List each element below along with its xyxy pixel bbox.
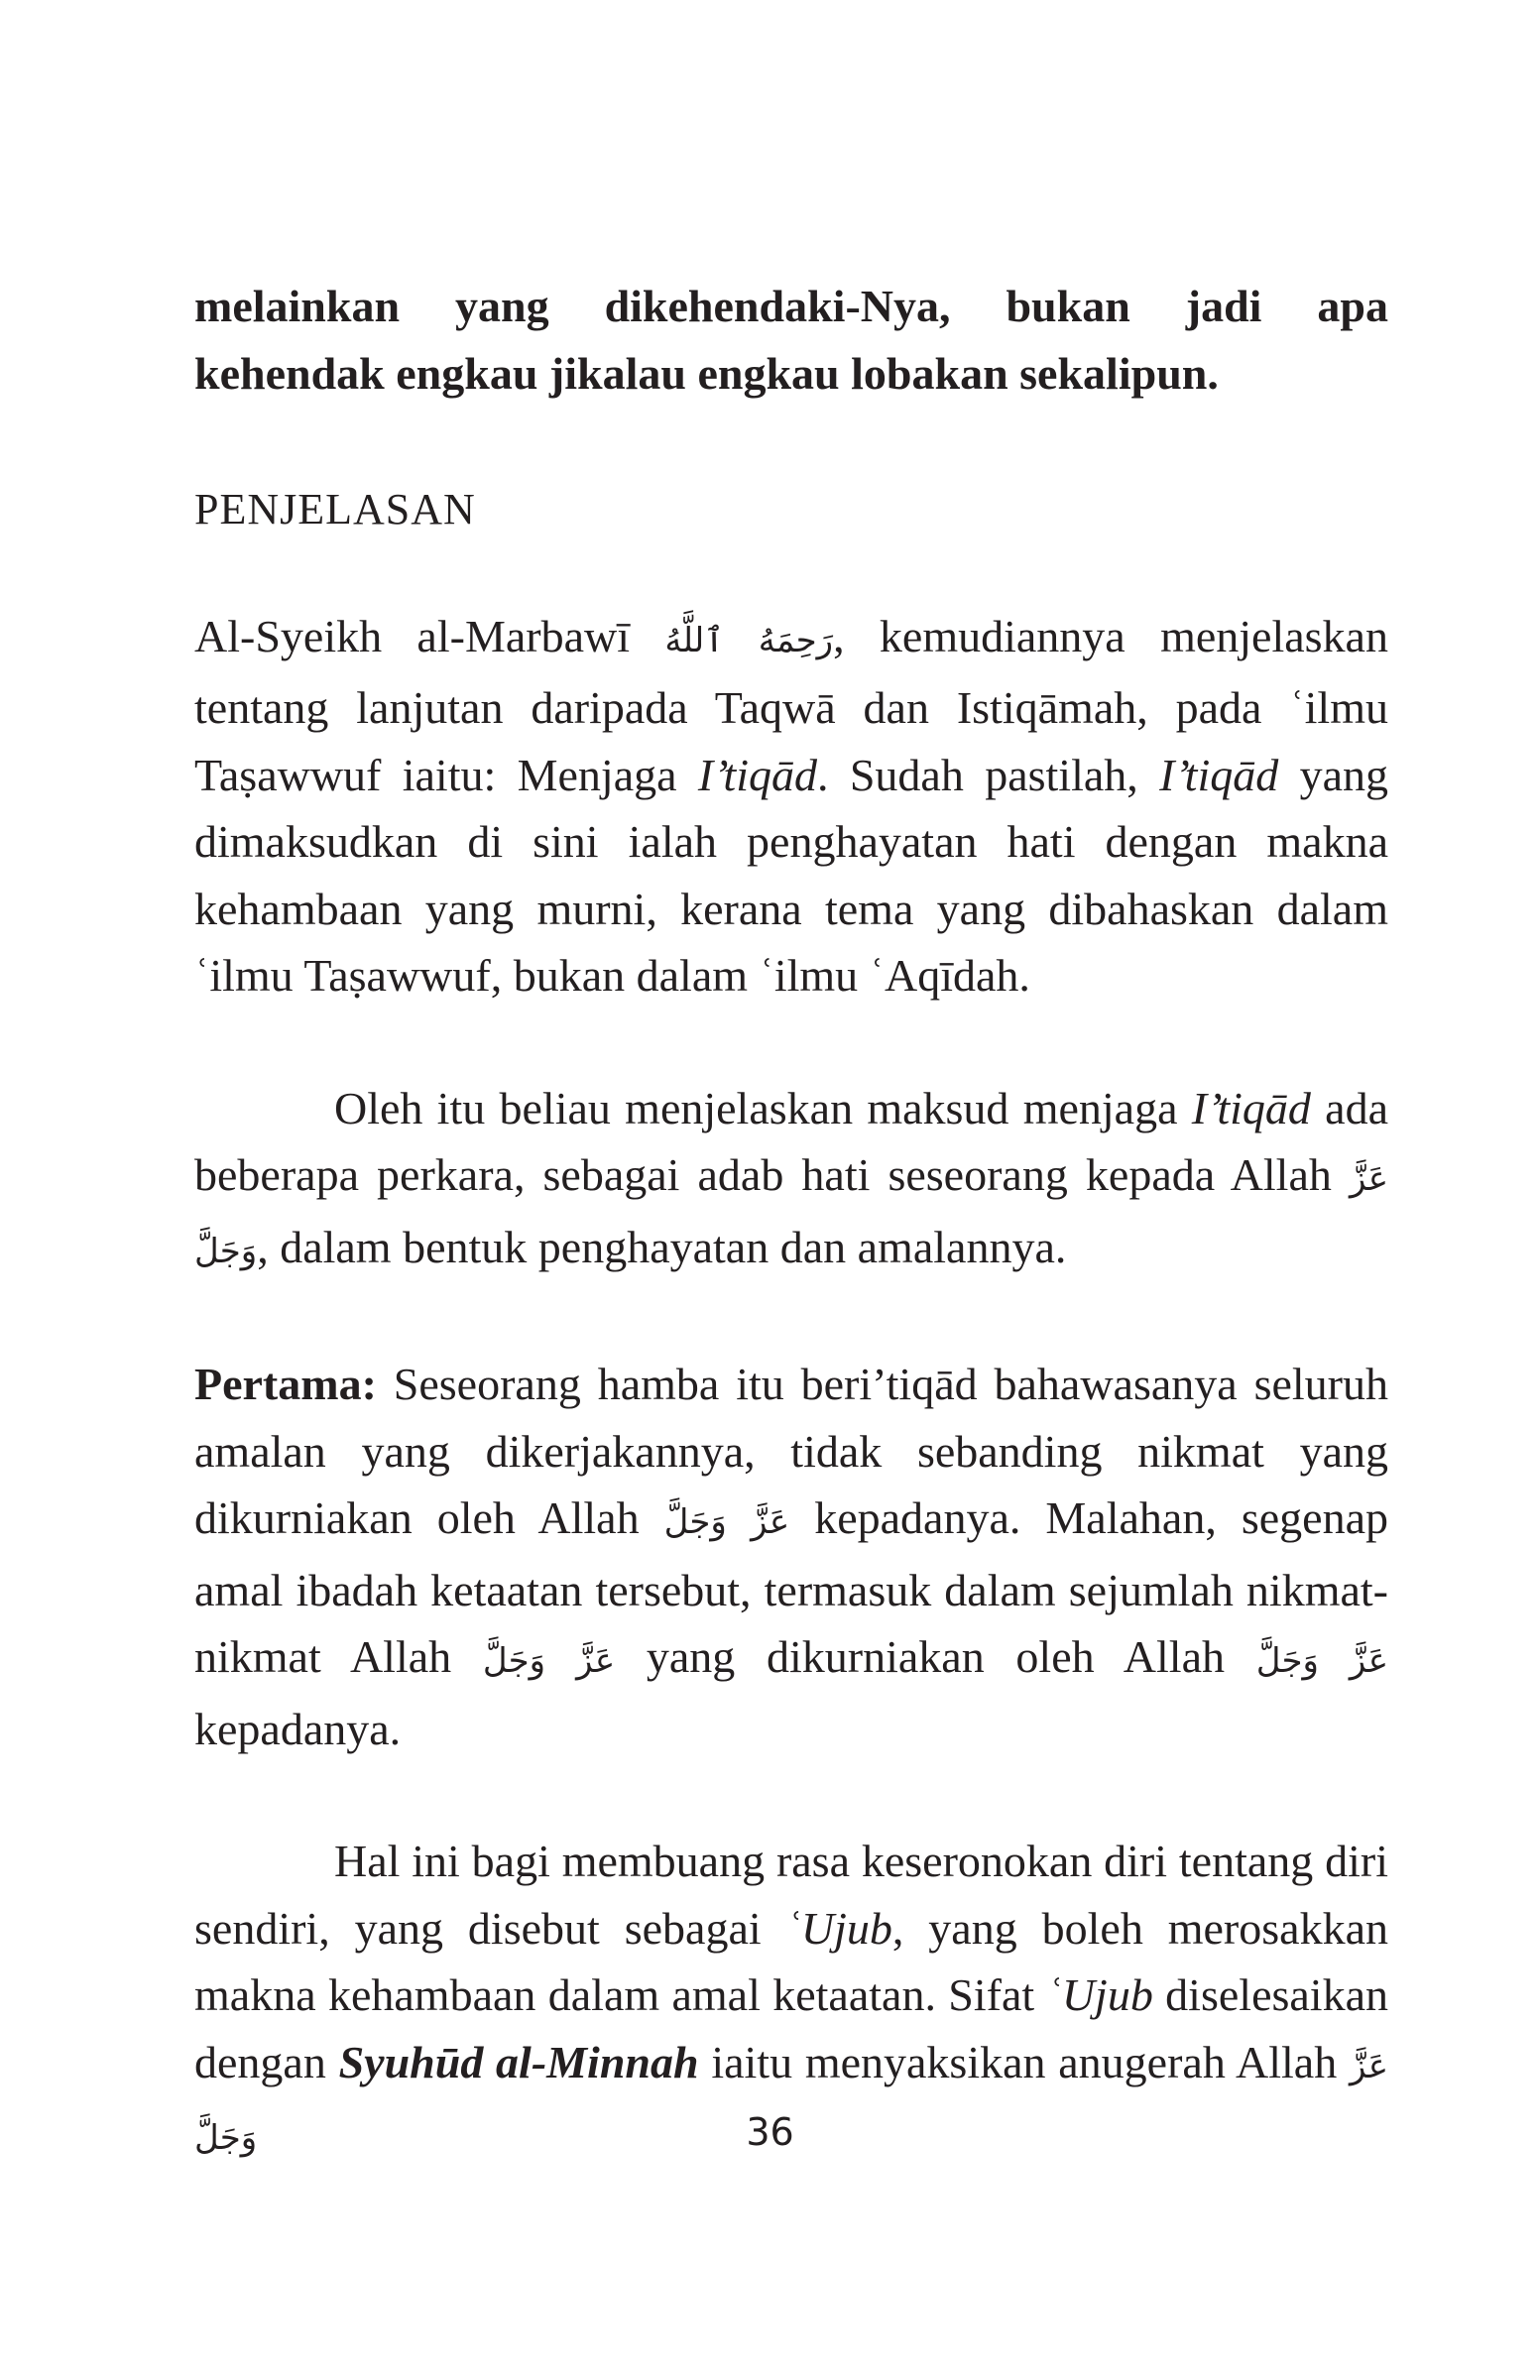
p4-text-c: diselesaikan dengan — [194, 1969, 1388, 2087]
p3-text-b: kepadanya. Malahan, segenap amal ibadah ketaatan tersebut, termasuk dalam sejumlah nikmat-nikmat Allah — [194, 1492, 1388, 1682]
quote-text — [194, 273, 1388, 407]
paragraph-2 — [194, 1075, 1388, 1286]
p1-text-b: , kemudiannya menjelaskan tentang lanjutan daripada Taqwā dan Istiqāmah, pada ʿilmu Taṣawwuf iaitu: Menjaga — [194, 610, 1388, 800]
p3-text-a: Seseorang hamba itu beri’tiqād bahawasanya seluruh amalan yang dikerjakannya, tidak sebanding nikmat yang dikurniakan oleh Allah — [194, 1359, 1388, 1543]
azza-wa-jalla-honorific: عَزَّ وَجَلَّ — [1255, 1641, 1388, 1681]
p2-text-c: , dalam bentuk penghayatan dan amalannya. — [257, 1221, 1067, 1272]
p4-text-b: , yang boleh merosakkan makna kehambaan dalam amal ketaatan. Sifat — [194, 1902, 1388, 2020]
azza-wa-jalla-honorific: عَزَّ وَجَلَّ — [194, 2046, 1389, 2158]
p4-term-ujub-2: ʿUjub — [1046, 1969, 1153, 2020]
p1-term-itiqad-2: I’tiqād — [1159, 749, 1279, 800]
azza-wa-jalla-honorific: عَزَّ وَجَلَّ — [663, 1502, 790, 1542]
p2-text-b: ada beberapa perkara, sebagai adab hati seseorang kepada Allah — [194, 1082, 1388, 1200]
paragraph-3 — [194, 1351, 1388, 1762]
p2-term-itiqad: I’tiqād — [1191, 1082, 1311, 1133]
rahimahullah-honorific: رَحِمَهُ ٱللَّهُ — [664, 620, 834, 660]
p1-text-d: yang dimaksudkan di sini ialah penghayatan hati dengan makna kehambaan yang murni, kerana tema yang dibahaskan dalam ʿilmu Taṣawwuf, bukan dalam ʿilmu ʿAqīdah. — [194, 749, 1388, 1001]
p4-text-a: Hal ini bagi membuang rasa keseronokan diri tentang diri sendiri, yang disebut sebagai — [194, 1836, 1388, 1954]
p2-text-a: Oleh itu beliau menjelaskan maksud menjaga — [334, 1082, 1192, 1133]
p4-text-d: iaitu menyaksikan anugerah Allah — [698, 2036, 1350, 2087]
p4-term-syuhud-al-minnah: Syuhūd al-Minnah — [338, 2036, 699, 2087]
p3-text-d: kepadanya. — [194, 1703, 402, 1754]
p3-text-c: yang dikurniakan oleh Allah — [615, 1631, 1256, 1682]
paragraph-1 — [194, 603, 1388, 1010]
quote-line-1: melainkan yang dikehendaki-Nya, bukan jadi apa — [194, 281, 1388, 331]
quote-line-2: kehendak engkau jikalau engkau lobakan sekalipun. — [194, 347, 1219, 399]
p4-term-ujub: ʿUjub — [785, 1902, 892, 1954]
section-heading: PENJELASAN — [194, 485, 476, 534]
azza-wa-jalla-honorific: عَزَّ وَجَلَّ — [194, 1159, 1388, 1271]
azza-wa-jalla-honorific: عَزَّ وَجَلَّ — [482, 1641, 616, 1681]
page-number: 36 — [746, 2110, 794, 2154]
pertama-label: Pertama: — [194, 1359, 377, 1409]
page-body — [194, 273, 1388, 2173]
p1-text-a: Al-Syeikh al-Marbawī — [194, 610, 665, 661]
p1-term-itiqad: I’tiqād — [697, 749, 817, 800]
p1-text-c: . Sudah pastilah, — [817, 749, 1160, 800]
